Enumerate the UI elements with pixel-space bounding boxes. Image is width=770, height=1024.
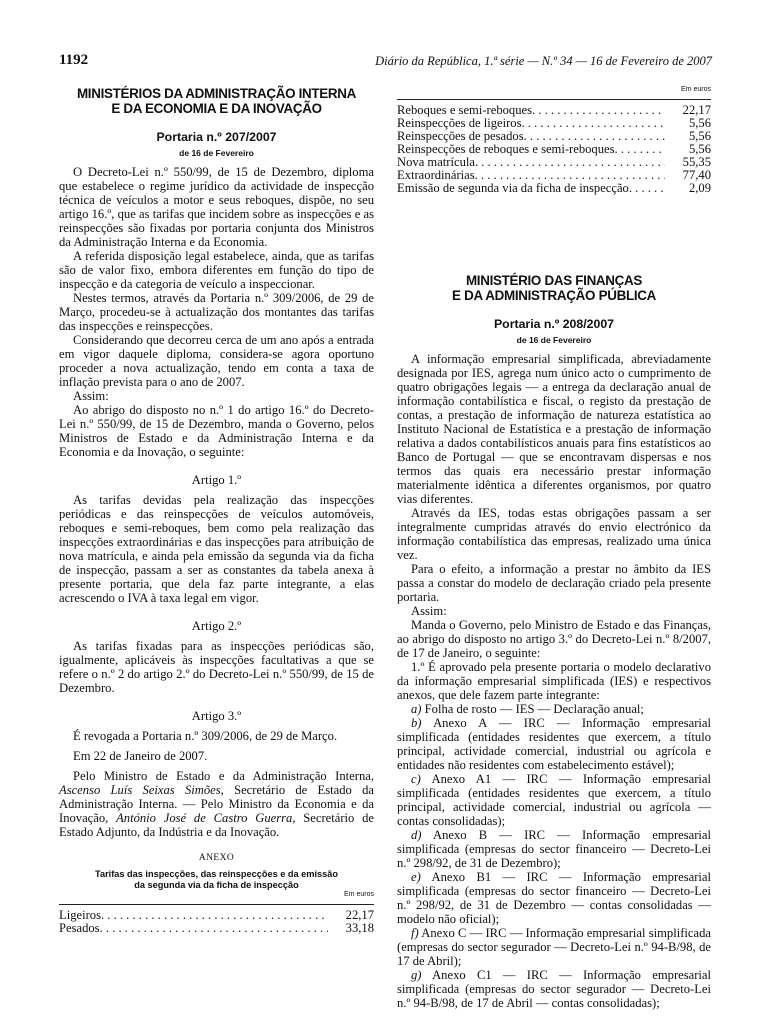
leader-dots bbox=[101, 909, 328, 922]
leader-dots bbox=[100, 922, 328, 935]
tariff-row bbox=[59, 909, 374, 922]
tariff-label: Extraordinárias bbox=[397, 168, 475, 182]
table-rule bbox=[397, 99, 711, 100]
preamble bbox=[59, 165, 374, 839]
paragraph: A referida disposição legal estabelece, ainda, que as tarifas são de valor fixo, embora diferentes em função do tipo de inspecção e da categoria de veículo a inspeccionar. bbox=[59, 249, 374, 291]
tariff-label: Reinspecções de pesados bbox=[397, 129, 524, 143]
date-line: Em 22 de Janeiro de 2007. bbox=[73, 749, 208, 763]
list-item bbox=[397, 828, 711, 870]
preamble bbox=[397, 352, 711, 1010]
journal-header: Diário da República, 1.ª série — N.º 34 — 16 de Fevereiro de 2007 bbox=[375, 54, 712, 68]
list-item bbox=[397, 926, 711, 968]
paragraph: Assim: bbox=[411, 604, 447, 618]
leader-dots bbox=[629, 182, 665, 195]
tariff-label: Reboques e semi-reboques bbox=[397, 103, 532, 117]
leader-dots bbox=[532, 104, 665, 117]
table-rule bbox=[59, 904, 374, 905]
article-title: Artigo 2.º bbox=[191, 619, 242, 633]
list-letter: a) bbox=[411, 702, 422, 716]
tariff-value: 55,35 bbox=[682, 155, 711, 169]
tariff-label: Reinspecções de ligeiros bbox=[397, 116, 522, 130]
article-text: As tarifas devidas pela realização das inspecções periódicas e das reinspecções de veículos automóveis, reboques e semi-reboques, bem como pela realização das inspecções extraordinárias e das inspecções para atribuição de nova matrícula, e ainda pela emissão da segunda via da ficha de inspecção, passam a ser as constantes da tabela anexa à presente portaria, que dela faz parte integrante, a elas acrescendo o IVA à taxa legal em vigor. bbox=[59, 493, 374, 605]
paragraph: Ao abrigo do disposto no n.º 1 do artigo 16.º do Decreto-Lei n.º 550/99, de 15 de Dezembro, manda o Governo, pelos Ministros de Estado e da Administração Interna e da Economia e da Inovação, o seguinte: bbox=[59, 403, 374, 459]
signer-name: Ascenso Luís Seixas Simões, bbox=[59, 783, 224, 797]
ministry-heading-left bbox=[59, 86, 374, 116]
page-number: 1192 bbox=[59, 52, 89, 68]
list-item bbox=[397, 772, 711, 828]
annex-title: ANEXO bbox=[198, 853, 235, 863]
leader-dots bbox=[522, 117, 666, 130]
article-title: Artigo 3.º bbox=[191, 709, 242, 723]
list-text: Anexo A1 — IRC — Informação empresarial simplificada (entidades residentes que exercem, a título principal, actividade comercial, industrial ou agrícola — contas consolidadas); bbox=[397, 772, 711, 828]
paragraph: Considerando que decorreu cerca de um ano após a entrada em vigor daquele diploma, considera-se agora oportuno proceder a nova actualização, tendo em conta a taxa de inflação prevista para o ano de 2007. bbox=[59, 333, 374, 389]
annex-caption-line: Tarifas das inspecções, das reinspecções e da emissão bbox=[95, 869, 338, 879]
signature-prefix: Pelo Ministro de Estado e da Administração Interna, bbox=[73, 769, 374, 783]
list-letter: g) bbox=[411, 968, 422, 982]
ministry-line-2: E DA ADMINISTRAÇÃO PÚBLICA bbox=[452, 288, 656, 303]
paragraph: Assim: bbox=[73, 389, 109, 403]
portaria-title: Portaria n.º 208/2007 bbox=[493, 317, 614, 331]
tariff-label: Nova matrícula bbox=[397, 155, 475, 169]
article-title: Artigo 1.º bbox=[191, 473, 242, 487]
euros-label: Em euros bbox=[681, 86, 711, 93]
list-item bbox=[397, 968, 711, 1010]
paragraph: 1.º É aprovado pela presente portaria o modelo declarativo da informação empresarial simplificada (IES) e respectivos anexos, que dele fazem parte integrante: bbox=[397, 660, 711, 702]
tariff-value: 2,09 bbox=[688, 181, 711, 195]
list-text: Anexo C1 — IRC — Informação empresarial simplificada (empresas do sector segurador — Decreto-Lei n.º 94-B/98, de 17 de Abril — contas consolidadas); bbox=[397, 968, 711, 1010]
left-column bbox=[59, 86, 374, 935]
signature-mid: Secretário de Estado da Administração Interna. — Pelo Ministro da Economia e da Inovação, bbox=[59, 783, 374, 825]
leader-dots bbox=[615, 143, 665, 156]
paragraph: O Decreto-Lei n.º 550/99, de 15 de Dezembro, diploma que estabelece o regime jurídico da actividade de inspecção técnica de veículos a motor e seus reboques, dispõe, no seu artigo 16.º, que as tarifas que incidem sobre as inspecções e as reinspecções são fixadas por portaria conjunta dos Ministros da Administração Interna e da Economia. bbox=[59, 165, 374, 249]
list-item bbox=[397, 702, 711, 716]
ministry-line-1: MINISTÉRIO DAS FINANÇAS bbox=[465, 273, 643, 288]
annex-caption bbox=[59, 869, 374, 891]
right-column bbox=[397, 86, 711, 1010]
tariff-row bbox=[59, 922, 374, 935]
list-text: Anexo C — IRC — Informação empresarial simplificada (empresas do sector segurador — Decreto-Lei n.º 94-B/98, de 17 de Abril); bbox=[397, 926, 711, 968]
list-letter: f) bbox=[411, 926, 419, 940]
paragraph: Para o efeito, a informação a prestar no âmbito da IES passa a constar do modelo de declaração criado pela presente portaria. bbox=[397, 562, 711, 604]
portaria-title: Portaria n.º 207/2007 bbox=[156, 130, 277, 144]
portaria-date: de 16 de Fevereiro bbox=[179, 148, 254, 158]
tariff-value: 5,56 bbox=[688, 129, 711, 143]
list-letter: b) bbox=[411, 716, 422, 730]
ministry-heading-right bbox=[397, 273, 711, 303]
tariff-value: 5,56 bbox=[688, 142, 711, 156]
signer-name: António José de Castro Guerra, bbox=[116, 811, 296, 825]
list-text: Anexo B1 — IRC — Informação empresarial simplificada (empresas do sector financeiro — Decreto-Lei n.º 298/92, de 31 de Dezembro — contas consolidadas — modelo não oficial); bbox=[397, 870, 711, 926]
tariff-value: 77,40 bbox=[682, 168, 711, 182]
signature bbox=[59, 769, 374, 839]
paragraph: Através da IES, todas estas obrigações passam a ser integralmente cumpridas através do envio electrónico da informação contabilística das empresas, realizado uma única vez. bbox=[397, 506, 711, 562]
tariff-row bbox=[397, 182, 711, 195]
list-item bbox=[397, 716, 711, 772]
tariff-value: 22,17 bbox=[682, 103, 711, 117]
tariff-label: Pesados bbox=[59, 921, 100, 935]
paragraph: Manda o Governo, pelo Ministro de Estado e das Finanças, ao abrigo do disposto no artigo 3.º do Decreto-Lei n.º 8/2007, de 17 de Janeiro, o seguinte: bbox=[397, 618, 711, 660]
annex-caption-line: da segunda via da ficha de inspecção bbox=[134, 880, 299, 890]
list-letter: e) bbox=[411, 870, 421, 884]
list-letter: c) bbox=[411, 772, 421, 786]
tariff-label: Ligeiros bbox=[59, 908, 101, 922]
tariff-value: 5,56 bbox=[688, 116, 711, 130]
list-item bbox=[397, 870, 711, 926]
signature-suffix: Secretário de Estado Adjunto, da Indústria e da Inovação. bbox=[59, 811, 374, 839]
article-text: É revogada a Portaria n.º 309/2006, de 29 de Março. bbox=[73, 729, 338, 743]
paragraph: A informação empresarial simplificada, abreviadamente designada por IES, agrega num único acto o cumprimento de quatro obrigações legais — a entrega da declaração anual de informação contabilística e fiscal, o registo da prestação de contas, a prestação de informação de natureza estatística ao Instituto Nacional de Estatística e a prestação de informação relativa a dados contabilísticos anuais para fins estatísticos ao Banco de Portugal — que se encontravam dispersas e nos termos das quais era necessário prestar informação materialmente idêntica a diferentes organismos, por quatro vias diferentes. bbox=[397, 352, 711, 506]
list-text: Folha de rosto — IES — Declaração anual; bbox=[421, 702, 644, 716]
paragraph: Nestes termos, através da Portaria n.º 309/2006, de 29 de Março, procedeu-se à actualização dos montantes das tarifas das inspecções e reinspecções. bbox=[59, 291, 374, 333]
list-text: Anexo A — IRC — Informação empresarial simplificada (entidades residentes que exercem, a título principal, actividade comercial, industrial ou agrícola e entidades não residentes com estabelecimento estável); bbox=[397, 716, 711, 772]
list-letter: d) bbox=[411, 828, 422, 842]
euros-label: Em euros bbox=[344, 891, 374, 898]
tariff-table bbox=[397, 104, 711, 195]
portaria-date: de 16 de Fevereiro bbox=[516, 335, 592, 345]
ministry-line-2: E DA ECONOMIA E DA INOVAÇÃO bbox=[111, 101, 322, 116]
article-text: As tarifas fixadas para as inspecções periódicas são, igualmente, aplicáveis às inspecções facultativas a que se refere o n.º 2 do artigo 2.º do Decreto-Lei n.º 550/99, de 15 de Dezembro. bbox=[59, 639, 374, 695]
list-text: Anexo B — IRC — Informação empresarial simplificada (empresas do sector financeiro — Decreto-Lei n.º 298/92, de 31 de Dezembro); bbox=[397, 828, 711, 870]
tariff-value: 22,17 bbox=[345, 908, 374, 922]
ministry-line-1: MINISTÉRIOS DA ADMINISTRAÇÃO INTERNA bbox=[76, 86, 357, 101]
tariff-value: 33,18 bbox=[345, 921, 374, 935]
tariff-label: Reinspecções de reboques e semi-reboques bbox=[397, 142, 615, 156]
tariff-label: Emissão de segunda via da ficha de inspecção bbox=[397, 181, 629, 195]
leader-dots bbox=[475, 156, 665, 169]
tariff-table bbox=[59, 909, 374, 935]
